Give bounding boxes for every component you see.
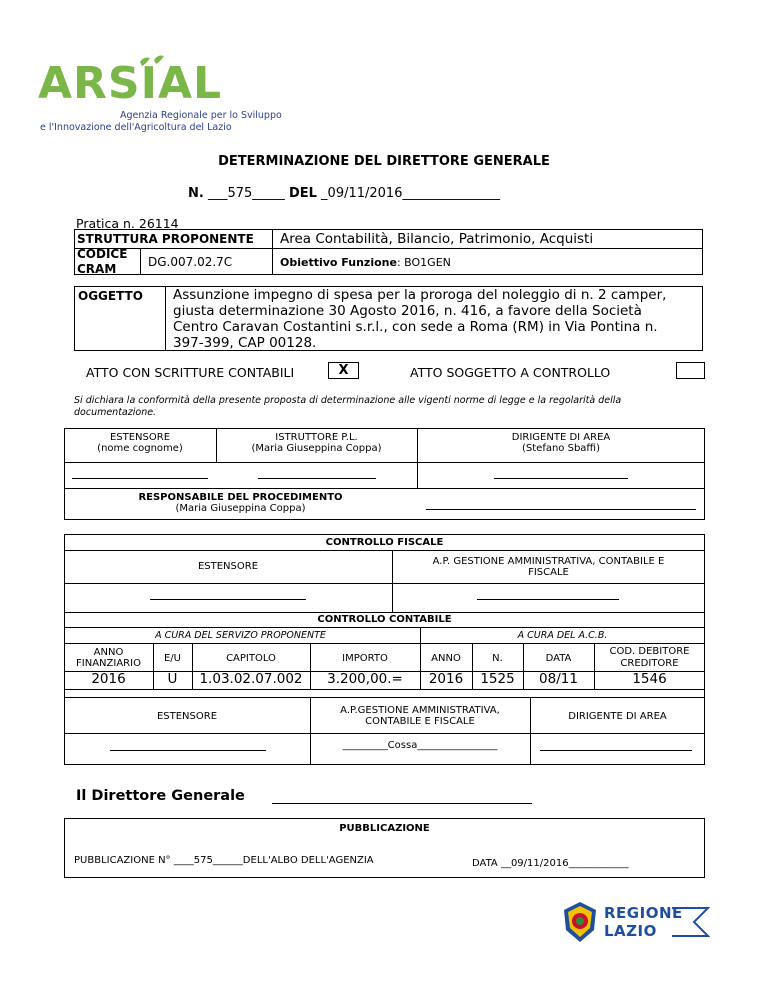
pubblicazione-numero: PUBBLICAZIONE N° ____575______DELL'ALBO DELL'AGENZIA [74, 855, 374, 866]
col-data: DATA [545, 653, 572, 664]
istruttore-signature-line[interactable] [258, 478, 376, 479]
cc-dirigente: DIRIGENTE DI AREA [568, 711, 667, 722]
cell-eu: U [167, 671, 178, 687]
cell-n: 1525 [480, 671, 515, 687]
cell-importo: 3.200,00.= [327, 671, 403, 687]
cram-label: CRAM [77, 262, 117, 276]
cc-dirigente-signature[interactable] [540, 750, 692, 751]
lazio-label: LAZIO [604, 922, 657, 940]
number-value: ___575_____ [207, 186, 285, 201]
document-title: DETERMINAZIONE DEL DIRETTORE GENERALE [218, 154, 550, 169]
direttore-generale-label: Il Direttore Generale [76, 788, 245, 804]
cell-data: 08/11 [539, 671, 578, 687]
struttura-label: STRUTTURA PROPONENTE [77, 232, 254, 246]
obiettivo-funzione [280, 256, 451, 269]
obiettivo-label: Obiettivo Funzione [280, 256, 397, 269]
col-anno: ANNO [431, 653, 461, 664]
arsial-tagline-1: Agenzia Regionale per lo Sviluppo [120, 110, 282, 121]
soggetto-controllo-checkbox[interactable] [676, 362, 705, 379]
responsabile-header [64, 492, 417, 514]
pubblicazione-title: PUBBLICAZIONE [339, 823, 430, 834]
col-eu: E/U [163, 653, 181, 664]
determination-number [188, 186, 500, 201]
istruttore-subtitle: (Maria Giuseppina Coppa) [251, 443, 382, 454]
estensore-subtitle: (nome cognome) [97, 443, 183, 454]
cc-ap-line-1: A.P.GESTIONE AMMINISTRATIVA, [340, 705, 500, 716]
oggetto-label: OGGETTO [78, 289, 143, 303]
col-anno-fin-1: ANNO [93, 647, 124, 658]
direttore-generale-signature[interactable] [272, 803, 532, 804]
soggetto-controllo-label: ATTO SOGGETTO A CONTROLLO [410, 365, 611, 380]
col-capitolo: CAPITOLO [226, 653, 276, 664]
regione-lazio-logo [560, 898, 710, 948]
oggetto-line-4: 397-399, CAP 00128. [173, 335, 317, 351]
istruttore-title: ISTRUTTORE P.L. [275, 432, 358, 443]
codice-label: CODICE [77, 247, 128, 261]
istruttore-header [216, 432, 417, 454]
col-cod-1: COD. DEBITORE [609, 646, 690, 657]
estensore-header [64, 432, 216, 454]
cell-anno: 2016 [428, 671, 464, 687]
cf-ap-line-1: A.P. GESTIONE AMMINISTRATIVA, CONTABILE E [432, 556, 665, 567]
cf-ap-signature[interactable] [477, 599, 619, 600]
dirigente-title: DIRIGENTE DI AREA [511, 432, 611, 443]
responsabile-title: RESPONSABILE DEL PROCEDIMENTO [138, 492, 343, 503]
dirigente-subtitle: (Stefano Sbaffi) [522, 443, 600, 454]
cc-estensore-signature[interactable] [110, 750, 266, 751]
arsial-tagline-2: e l'Innovazione dell'Agricoltura del Lazio [40, 122, 232, 133]
struttura-value: Area Contabilità, Bilancio, Patrimonio, Acquisti [280, 231, 594, 247]
arsial-wordmark: ARSIAL [38, 58, 223, 109]
declaration-line-1: Si dichiara la conformità della presente proposta di determinazione alle vigenti norme di legge e la regolarità della [74, 395, 622, 406]
estensore-title: ESTENSORE [109, 432, 171, 443]
dirigente-signature-line[interactable] [494, 478, 628, 479]
cc-ap-line-2: CONTABILE E FISCALE [365, 716, 475, 727]
cc-left-caption: A CURA DEL SERVIZO PROPONENTE [155, 630, 326, 641]
number-label: N. [188, 186, 204, 201]
cc-ap-gestione [310, 705, 530, 727]
date-value: _09/11/2016_______________ [321, 186, 500, 201]
responsabile-subtitle: (Maria Giuseppina Coppa) [175, 503, 306, 514]
regione-lazio-emblem-icon [560, 900, 600, 944]
date-label: DEL [288, 186, 317, 201]
col-anno-fin-2: FINANZIARIO [76, 658, 141, 669]
declaration-line-2: documentazione. [74, 407, 157, 418]
cc-estensore: ESTENSORE [156, 711, 218, 722]
oggetto-line-3: Centro Caravan Costantini s.r.l., con sede a Roma (RM) in Via Pontina n. [173, 319, 658, 335]
cf-ap-gestione [392, 556, 705, 578]
oggetto-text [173, 287, 697, 351]
declaration-text [74, 395, 706, 419]
cf-estensore: ESTENSORE [197, 561, 259, 572]
cell-capitolo: 1.03.02.07.002 [199, 671, 303, 687]
col-importo: IMPORTO [342, 653, 388, 664]
regione-label: REGIONE [604, 904, 683, 922]
obiettivo-value: : BO1GEN [396, 256, 451, 269]
cell-anno-finanziario: 2016 [91, 671, 126, 687]
regione-lazio-swoosh-icon [670, 904, 710, 940]
cf-ap-line-2: FISCALE [528, 567, 569, 578]
col-anno-finanziario [64, 647, 153, 669]
controllo-contabile-title: CONTROLLO CONTABILE [317, 614, 452, 625]
cc-right-caption: A CURA DEL A.C.B. [517, 630, 608, 641]
scritture-contabili-label: ATTO CON SCRITTURE CONTABILI [86, 365, 295, 380]
controllo-fiscale-title: CONTROLLO FISCALE [325, 537, 444, 548]
col-cod-2: CREDITORE [620, 658, 679, 669]
arsial-logo [36, 52, 282, 133]
pratica-number: Pratica n. 26114 [76, 216, 179, 231]
cell-cod-debitore: 1546 [632, 671, 667, 687]
estensore-signature-line[interactable] [72, 478, 208, 479]
oggetto-line-2: giusta determinazione 30 Agosto 2016, n. 416, a favore della Società [173, 303, 642, 319]
scritture-contabili-checkbox[interactable]: X [328, 362, 359, 379]
col-cod-debitore [594, 646, 705, 670]
col-n: N. [492, 653, 503, 664]
cf-estensore-signature[interactable] [150, 599, 306, 600]
responsabile-signature-line[interactable] [426, 509, 696, 510]
oggetto-line-1: Assunzione impegno di spesa per la proroga del noleggio di n. 2 camper, [173, 287, 667, 303]
cc-ap-signature[interactable]: _________Cossa________________ [342, 740, 498, 751]
dirigente-header [417, 432, 705, 454]
pubblicazione-data: DATA __09/11/2016____________ [472, 858, 629, 869]
codice-value: DG.007.02.7C [148, 255, 233, 269]
